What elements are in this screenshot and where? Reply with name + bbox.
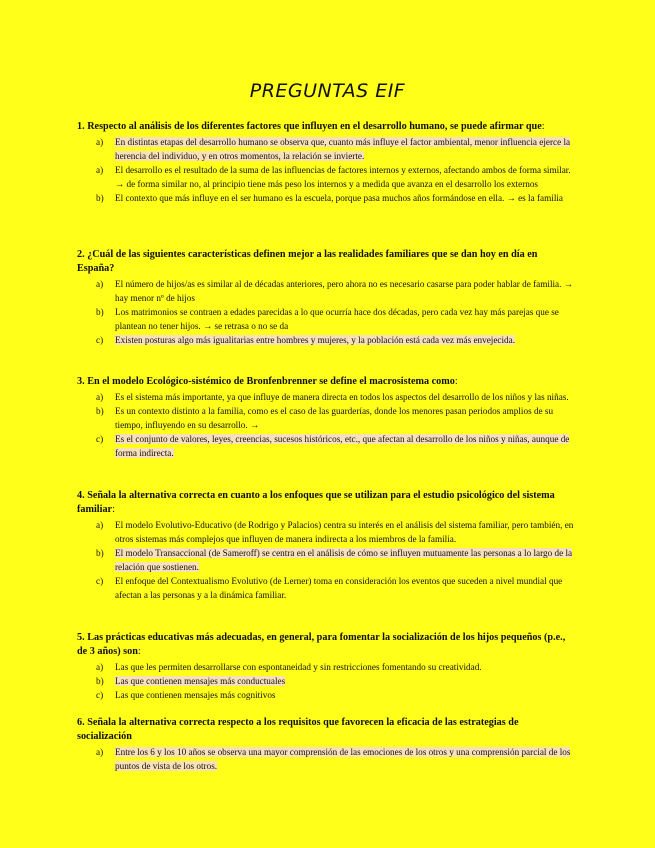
question-5 [77, 631, 575, 702]
question-heading [77, 716, 575, 744]
option-label: b) [96, 193, 104, 203]
option-item [77, 305, 575, 333]
question-number: 4 [77, 490, 83, 501]
option-text: En distintas etapas del desarrollo humano se observa que, cuanto más influye el factor ambiental, menor influencia ejerce la herencia del individuo, y en otros momentos, la relación se invierte. [115, 137, 571, 161]
option-item [77, 135, 575, 163]
question-text: . ¿Cuál de las siguientes características definen mejor a las realidades familiares que se dan hoy en día en España? [77, 249, 538, 274]
option-label: c) [96, 434, 104, 444]
option-text: El número de hijos/as es similar al de décadas anteriores, pero ahora no es necesario casarse para poder hablar de familia. → hay menor nº de hijos [115, 279, 573, 303]
option-item [77, 333, 575, 347]
question-suffix: : [137, 646, 141, 657]
question-4 [77, 489, 575, 602]
question-text: . Respecto al análisis de los diferentes factores que influyen en el desarrollo humano, se puede afirmar que [82, 121, 542, 132]
option-label: b) [96, 548, 104, 558]
option-item [77, 277, 575, 305]
option-label: a) [96, 520, 104, 530]
option-text: Las que les permiten desarrollarse con espontaneidad y sin restricciones fomentando su creatividad. [115, 662, 482, 672]
question-heading [77, 489, 575, 517]
option-label: a) [96, 662, 104, 672]
option-label: c) [96, 690, 104, 700]
option-item [77, 390, 575, 404]
question-number: 2 [77, 249, 83, 260]
option-item [77, 163, 575, 191]
option-item [77, 745, 575, 773]
question-heading [77, 375, 575, 389]
question-text: . En el modelo Ecológico-sistémico de Bronfenbrenner se define el macrosistema como [82, 376, 455, 387]
option-label: b) [96, 676, 104, 686]
option-text: Es un contexto distinto a la familia, como es el caso de las guarderías, donde los menores pasan periodos amplios de su tiempo, influyendo en su desarrollo. → [115, 406, 554, 430]
option-text: Las que contienen mensajes más cognitivos [115, 690, 276, 700]
question-text: . Las prácticas educativas más adecuadas, en general, para fomentar la socialización de los hijos pequeños (p.e., de 3 años) son [77, 632, 566, 657]
question-heading [77, 120, 575, 134]
question-suffix: : [454, 376, 458, 387]
question-text: . Señala la alternativa correcta respecto a los requisitos que favorecen la eficacia de las estrategias de socialización [77, 717, 519, 742]
question-suffix: : [541, 121, 545, 132]
option-item [77, 432, 575, 460]
option-label: c) [96, 335, 104, 345]
question-3 [77, 375, 575, 460]
question-1 [77, 120, 575, 205]
option-label: b) [96, 307, 104, 317]
option-item [77, 404, 575, 432]
question-number: 1 [77, 121, 83, 132]
question-heading [77, 631, 575, 659]
option-item [77, 518, 575, 546]
option-label: c) [96, 576, 104, 586]
page-title: PREGUNTAS EIF [249, 80, 406, 102]
option-text: Los matrimonios se contraen a edades parecidas a lo que ocurría hace dos décadas, pero cada vez hay más parejas que se plantean no tener hijos. → se retrasa o no se da [115, 307, 559, 331]
option-label: a) [96, 137, 104, 147]
option-label: a) [96, 279, 104, 289]
option-item [77, 660, 575, 674]
option-text: El modelo Transaccional (de Sameroff) se centra en el análisis de cómo se influyen mutuamente las personas a lo largo de la relación que sostienen. [115, 548, 573, 572]
question-suffix: : [112, 504, 115, 515]
question-heading [77, 248, 575, 276]
option-text: Es el sistema más importante, ya que influye de manera directa en todos los aspectos del desarrollo de los niños y las niñas. [115, 392, 569, 402]
option-item [77, 688, 575, 702]
option-text: Existen posturas algo más igualitarias entre hombres y mujeres, y la población está cada vez más envejecida. [115, 335, 516, 345]
option-label: a) [96, 165, 104, 175]
option-text: Entre los 6 y los 10 años se observa una mayor comprensión de las emociones de los otros y una comprensión parcial de los puntos de vista de los otros. [115, 747, 571, 771]
question-number: 3 [77, 376, 83, 387]
option-item [77, 546, 575, 574]
question-2 [77, 248, 575, 347]
option-item [77, 674, 575, 688]
option-label: a) [96, 392, 104, 402]
option-label: a) [96, 747, 104, 757]
question-number: 5 [77, 632, 83, 643]
option-text: Es el conjunto de valores, leyes, creencias, sucesos históricos, etc., que afectan al desarrollo de los niños y niñas, aunque de forma indirecta. [115, 434, 570, 458]
question-text: . Señala la alternativa correcta en cuanto a los enfoques que se utilizan para el estudio psicológico del sistema familiar [77, 490, 555, 515]
option-label: b) [96, 406, 104, 416]
option-text: El modelo Evolutivo-Educativo (de Rodrigo y Palacios) centra su interés en el análisis del sistema familiar, pero también, en otros sistemas más complejos que influyen de manera indirecta a los miembros de la familia. [115, 520, 574, 544]
question-6 [77, 716, 575, 773]
question-number: 6 [77, 717, 83, 728]
option-text: Las que contienen mensajes más conductuales [115, 676, 286, 686]
option-text: El contexto que más influye en el ser humano es la escuela, porque pasa muchos años formándose en ella. → es la familia [115, 193, 563, 203]
option-text: El enfoque del Contextualismo Evolutivo (de Lerner) toma en consideración los eventos que suceden a nivel mundial que afectan a las personas y a la dinámica familiar. [115, 576, 563, 600]
option-item [77, 191, 575, 205]
option-text: El desarrollo es el resultado de la suma de las influencias de factores internos y externos, afectando ambos de forma similar. → de forma similar no, al principio tiene más peso los internos y a medida que avanza en el desarrollo los externos [115, 165, 571, 189]
option-item [77, 574, 575, 602]
